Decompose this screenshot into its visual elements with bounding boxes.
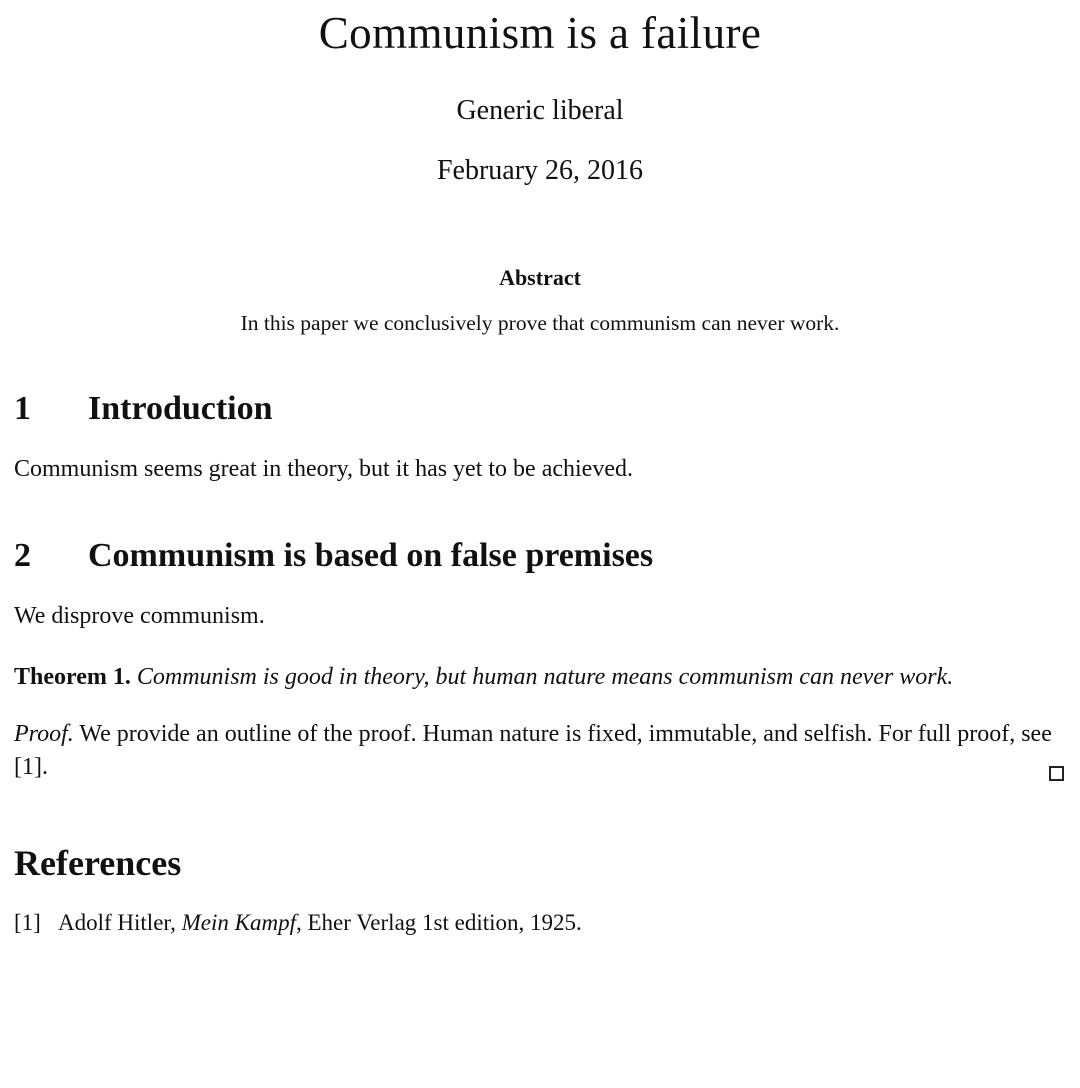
theorem-label: Theorem 1. <box>14 663 131 690</box>
reference-author: Adolf Hitler, <box>58 909 176 935</box>
list-item <box>14 910 1066 936</box>
reference-number: [1] <box>14 909 41 935</box>
reference-publisher: Eher Verlag 1st edition, 1925. <box>307 909 582 935</box>
proof-block <box>14 718 1066 784</box>
proof-text: We provide an outline of the proof. Human nature is fixed, immutable, and selfish. For full proof, see [1]. <box>14 720 1052 780</box>
section-2-paragraph: We disprove communism. <box>14 603 265 630</box>
section-number: 1 <box>14 390 31 428</box>
date-line: February 26, 2016 <box>436 155 644 187</box>
section-number: 2 <box>14 537 31 575</box>
abstract-heading: Abstract <box>499 265 581 291</box>
reference-text <box>58 910 1066 936</box>
page-title: Communism is a failure <box>318 8 762 58</box>
qed-square-icon <box>1049 766 1064 781</box>
author-line: Generic liberal <box>456 95 624 127</box>
section-1-paragraph: Communism seems great in theory, but it has yet to be achieved. <box>14 456 633 483</box>
theorem-block <box>14 661 1066 694</box>
references-heading: References <box>14 842 182 883</box>
section-title: Communism is based on false premises <box>88 537 654 575</box>
proof-label: Proof. <box>14 720 74 747</box>
paper-body <box>0 10 1080 936</box>
abstract-text: In this paper we conclusively prove that communism can never work. <box>240 311 840 336</box>
reference-work: Mein Kampf, <box>181 909 302 935</box>
paper-page <box>0 10 1080 1088</box>
theorem-statement: Communism is good in theory, but human nature means communism can never work. <box>136 663 954 690</box>
section-heading-1 <box>14 390 1066 428</box>
section-title: Introduction <box>88 390 273 428</box>
section-heading-2 <box>14 537 1066 575</box>
